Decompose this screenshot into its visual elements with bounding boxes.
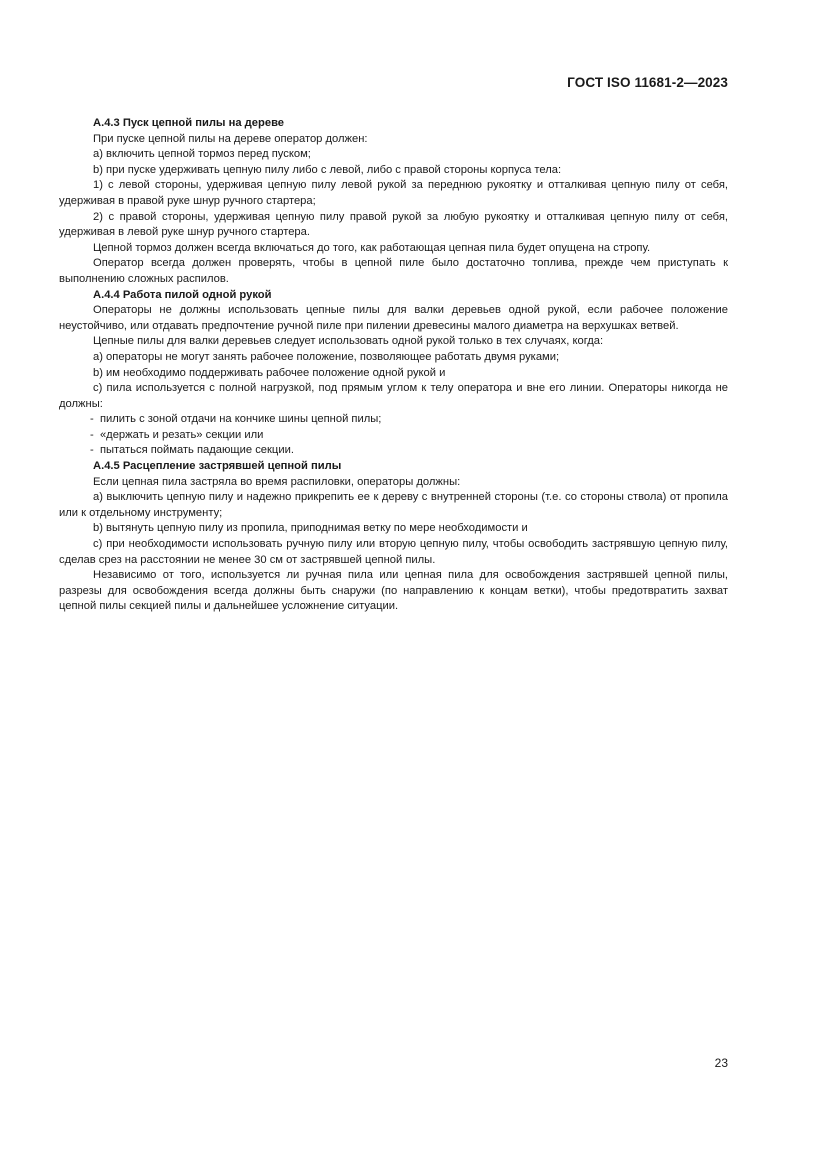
dash-list-item-text: «держать и резать» секции или: [99, 428, 264, 441]
page-number: 23: [714, 1056, 728, 1070]
section-heading-a44: А.4.4 Работа пилой одной рукой: [93, 288, 272, 301]
section-heading-a43: А.4.3 Пуск цепной пилы на дереве: [93, 117, 285, 129]
list-item: b) вытянуть цепную пилу из пропила, приподнимая ветку по мере необходимости и: [93, 522, 528, 535]
list-item: 2) с правой стороны, удерживая цепную пилу правой рукой за любую рукоятку и отталкивая цепную пилу от себя, удерживая в левой руке шнур ручного стартера.: [59, 210, 728, 239]
dash-list-item-text: пилить с зоной отдачи на кончике шины цепной пилы;: [99, 413, 382, 426]
section-heading-a45: А.4.5 Расцепление застрявшей цепной пилы: [93, 460, 342, 473]
paragraph: Операторы не должны использовать цепные пилы для валки деревьев одной рукой, если рабочее положение неустойчиво, или отдавать предпочтение ручной пиле при пилении древесины малого диаметра на верхушках ветвей.: [59, 304, 728, 332]
paragraph: Цепные пилы для валки деревьев следует использовать одной рукой только в тех случаях, когда:: [93, 335, 604, 348]
paragraph: Оператор всегда должен проверять, чтобы в цепной пиле было достаточно топлива, прежде чем приступать к выполнению сложных распилов.: [59, 257, 728, 285]
document-standard-number: ГОСТ ISO 11681-2—2023: [567, 75, 728, 90]
dash-list-item-text: пытаться поймать падающие секции.: [99, 444, 294, 457]
list-item: a) операторы не могут занять рабочее положение, позволяющее работать двумя руками;: [93, 350, 560, 363]
list-item: b) при пуске удерживать цепную пилу либо с левой, либо с правой стороны корпуса тела:: [93, 163, 562, 176]
list-item: b) им необходимо поддерживать рабочее положение одной рукой и: [93, 366, 446, 379]
list-item: a) включить цепной тормоз перед пуском;: [93, 148, 311, 161]
list-item: a) выключить цепную пилу и надежно прикрепить ее к дереву с внутренней стороны (т.е. со стороны ствола) от пропила или к отдельному инструменту;: [59, 491, 728, 519]
dash-list-item: - пытаться поймать падающие секции.: [90, 444, 294, 457]
document-body: [59, 116, 728, 615]
paragraph: При пуске цепной пилы на дереве оператор должен:: [93, 132, 368, 145]
list-item: c) при необходимости использовать ручную пилу или вторую цепную пилу, чтобы освободить застрявшую цепную пилу, сделав срез на расстоянии не менее 30 см от застрявшей цепной пилы.: [59, 538, 728, 566]
paragraph: Если цепная пила застряла во время распиловки, операторы должны:: [93, 475, 461, 488]
dash-list-item: - «держать и резать» секции или: [90, 428, 264, 441]
list-item: c) пила используется с полной нагрузкой, под прямым углом к телу оператора и вне его линии. Операторы никогда не должны:: [59, 382, 728, 410]
dash-list-item: - пилить с зоной отдачи на кончике шины цепной пилы;: [90, 413, 382, 426]
list-item: 1) с левой стороны, удерживая цепную пилу левой рукой за переднюю рукоятку и отталкивая цепную пилу от себя, удерживая в правой руке шнур ручного стартера;: [59, 179, 728, 207]
paragraph: Независимо от того, используется ли ручная пила или цепная пила для освобождения застрявшей цепной пилы, разрезы для освобождения всегда должны быть снаружи (по направлению к концам ветки), чтобы предотвратить захват цепной пилы секцией пилы и дальнейшее усложнение ситуации.: [59, 569, 728, 613]
paragraph: Цепной тормоз должен всегда включаться до того, как работающая цепная пила будет опущена на стропу.: [93, 241, 651, 254]
